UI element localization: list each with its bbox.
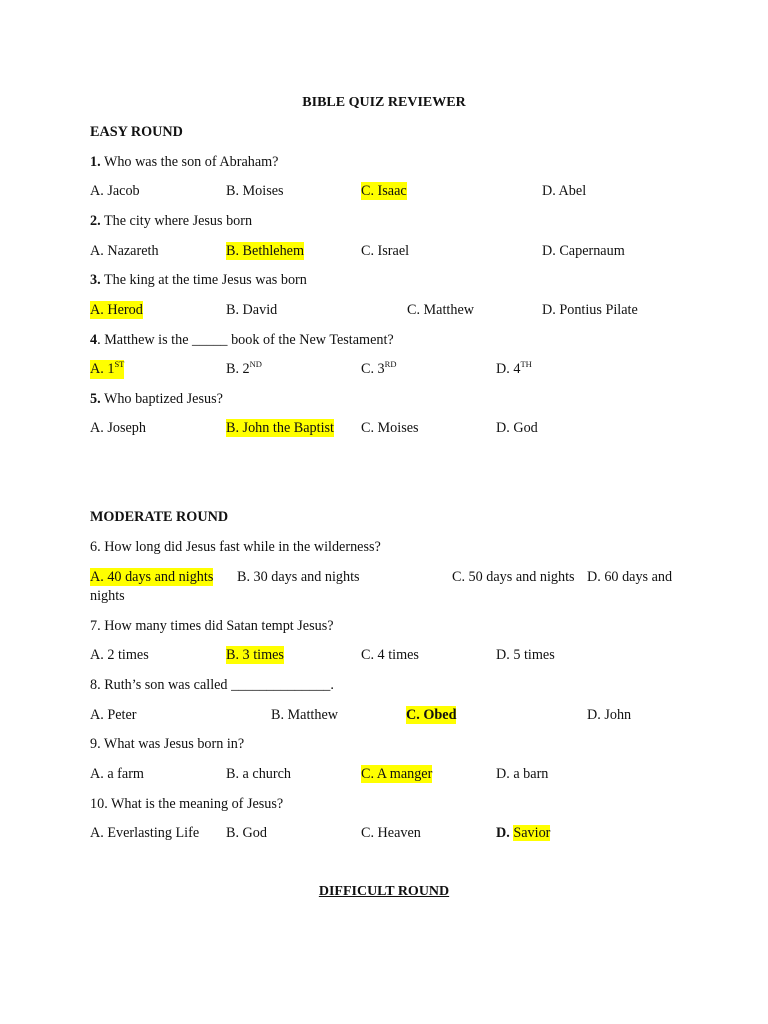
- question-text: Who baptized Jesus?: [103, 391, 223, 407]
- q7-option-c: C. 4 times: [361, 647, 419, 663]
- q5-option-d: D. God: [496, 420, 538, 436]
- ordinal-suffix: TH: [520, 359, 532, 369]
- page-title: BIBLE QUIZ REVIEWER: [302, 95, 466, 110]
- question-7: 7. How many times did Satan tempt Jesus?: [90, 618, 334, 634]
- q2-option-b-answer: B. Bethlehem: [226, 243, 305, 259]
- q9-option-a: A. a farm: [90, 766, 144, 782]
- q1-option-b: B. Moises: [226, 183, 284, 199]
- question-number: 1.: [90, 154, 101, 170]
- question-text: The king at the time Jesus was born: [103, 272, 307, 288]
- q10-option-b: B. God: [226, 825, 267, 841]
- q6-option-d-continued: nights: [90, 588, 125, 604]
- question-number: 4: [90, 332, 98, 348]
- question-number: 5.: [90, 391, 101, 407]
- question-text: The city where Jesus born: [103, 213, 253, 229]
- q9-option-b: B. a church: [226, 766, 292, 782]
- q9-option-d: D. a barn: [496, 766, 549, 782]
- q10-option-d: [496, 824, 550, 842]
- question-2: [90, 212, 252, 230]
- q8-option-b: B. Matthew: [271, 707, 338, 723]
- question-1: [90, 153, 278, 171]
- ordinal-suffix: ST: [114, 359, 125, 369]
- question-5: [90, 390, 223, 408]
- q7-option-a: A. 2 times: [90, 647, 149, 663]
- q3-option-d: D. Pontius Pilate: [542, 302, 638, 318]
- question-9: 9. What was Jesus born in?: [90, 736, 245, 752]
- difficult-round-heading: DIFFICULT ROUND: [318, 884, 450, 899]
- ordinal-suffix: RD: [384, 359, 397, 369]
- q6-option-d: D. 60 days and: [587, 569, 673, 585]
- q3-option-c: C. Matthew: [407, 302, 474, 318]
- q10-option-d-answer: Savior: [513, 825, 551, 841]
- q9-option-c-answer: C. A manger: [361, 766, 433, 782]
- option-text: A. 1: [90, 361, 115, 377]
- q10-option-a: A. Everlasting Life: [90, 825, 200, 841]
- q5-option-b-answer: B. John the Baptist: [226, 420, 334, 436]
- q7-option-b-answer: B. 3 times: [226, 647, 284, 663]
- q10-option-c: C. Heaven: [361, 825, 421, 841]
- question-text: Who was the son of Abraham?: [103, 154, 279, 170]
- question-10: 10. What is the meaning of Jesus?: [90, 796, 284, 812]
- question-text: . Matthew is the _____ book of the New Testament?: [97, 332, 394, 348]
- question-3: [90, 271, 307, 289]
- q2-option-c: C. Israel: [361, 243, 410, 259]
- q4-option-c: [361, 360, 396, 379]
- easy-round-heading: EASY ROUND: [90, 124, 183, 140]
- q6-option-b: B. 30 days and nights: [237, 569, 360, 585]
- question-6: 6. How long did Jesus fast while in the wilderness?: [90, 539, 381, 555]
- q2-option-d: D. Capernaum: [542, 243, 625, 259]
- q4-option-d: [496, 360, 532, 379]
- q6-option-c: C. 50 days and nights: [452, 569, 575, 585]
- q8-option-c-answer: C. Obed: [406, 707, 457, 723]
- q3-option-a-answer: A. Herod: [90, 302, 143, 318]
- q5-option-a: A. Joseph: [90, 420, 146, 436]
- q8-option-a: A. Peter: [90, 707, 137, 723]
- ordinal-suffix: ND: [249, 359, 262, 369]
- q1-option-a: A. Jacob: [90, 183, 140, 199]
- question-number: 2.: [90, 213, 101, 229]
- q1-option-d: D. Abel: [542, 183, 587, 199]
- q4-option-b: [226, 360, 262, 379]
- option-letter: D.: [496, 825, 510, 841]
- option-text: B. 2: [226, 361, 250, 377]
- option-text: C. 3: [361, 361, 385, 377]
- q8-option-d: D. John: [587, 707, 632, 723]
- moderate-round-heading: MODERATE ROUND: [90, 509, 229, 525]
- q4-option-a-answer: [90, 360, 124, 379]
- q2-option-a: A. Nazareth: [90, 243, 159, 259]
- q3-option-b: B. David: [226, 302, 278, 318]
- q5-option-c: C. Moises: [361, 420, 419, 436]
- option-text: D. 4: [496, 361, 521, 377]
- q1-option-c-answer: C. Isaac: [361, 183, 407, 199]
- q7-option-d: D. 5 times: [496, 647, 555, 663]
- question-8: 8. Ruth’s son was called ______________.: [90, 677, 334, 693]
- question-4: [90, 331, 394, 349]
- q6-option-a-answer: A. 40 days and nights: [90, 569, 214, 585]
- question-number: 3.: [90, 272, 101, 288]
